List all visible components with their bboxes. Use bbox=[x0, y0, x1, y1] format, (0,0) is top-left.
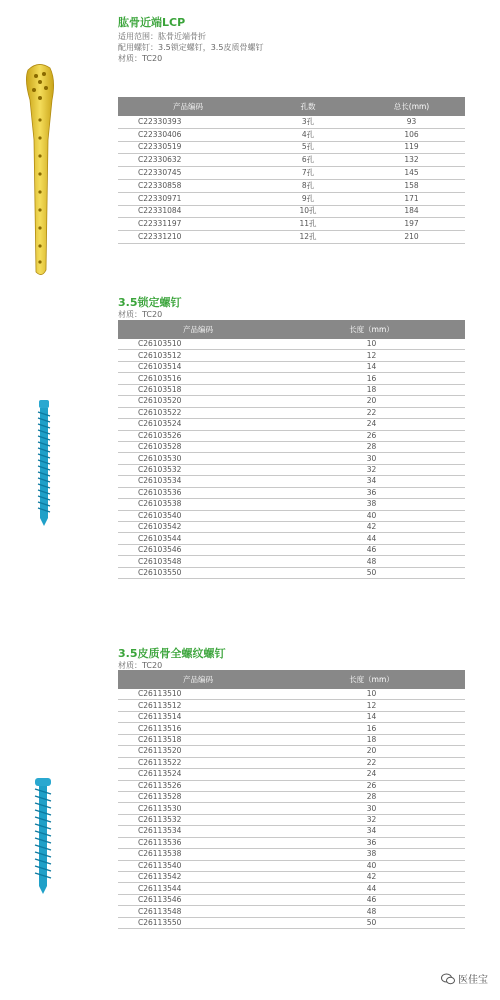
length-cell: 12 bbox=[278, 700, 465, 711]
product-code-cell: C26113532 bbox=[118, 814, 278, 825]
length-cell: 132 bbox=[358, 154, 465, 167]
length-cell: 119 bbox=[358, 141, 465, 154]
product-code-cell: C26113548 bbox=[118, 906, 278, 917]
length-cell: 50 bbox=[278, 567, 465, 578]
col-code: 产品编码 bbox=[118, 97, 258, 116]
length-cell: 197 bbox=[358, 218, 465, 231]
wechat-icon bbox=[441, 973, 455, 985]
product-code-cell: C26113520 bbox=[118, 746, 278, 757]
product-code-cell: C26113524 bbox=[118, 769, 278, 780]
product-code-cell: C26103538 bbox=[118, 499, 278, 510]
product-code-cell: C26113530 bbox=[118, 803, 278, 814]
product-code-cell: C26113510 bbox=[118, 689, 278, 700]
table-row bbox=[118, 384, 465, 395]
length-cell: 22 bbox=[278, 407, 465, 418]
length-cell: 38 bbox=[278, 849, 465, 860]
table-row bbox=[118, 826, 465, 837]
length-cell: 20 bbox=[278, 746, 465, 757]
product-code-cell: C26113546 bbox=[118, 894, 278, 905]
cortical-screw-table bbox=[118, 670, 465, 929]
length-cell: 30 bbox=[278, 453, 465, 464]
table-row bbox=[118, 231, 465, 244]
product-code-cell: C22331084 bbox=[118, 205, 258, 218]
length-cell: 158 bbox=[358, 179, 465, 192]
table-row bbox=[118, 883, 465, 894]
table-row bbox=[118, 453, 465, 464]
length-cell: 16 bbox=[278, 723, 465, 734]
locking-screw-material: 材质：TC20 bbox=[118, 310, 163, 319]
length-cell: 93 bbox=[358, 116, 465, 128]
length-cell: 10 bbox=[278, 339, 465, 350]
table-row bbox=[118, 849, 465, 860]
table-row bbox=[118, 917, 465, 928]
table-row bbox=[118, 860, 465, 871]
length-cell: 20 bbox=[278, 396, 465, 407]
product-code-cell: C26113550 bbox=[118, 917, 278, 928]
product-code-cell: C26103530 bbox=[118, 453, 278, 464]
product-code-cell: C26103540 bbox=[118, 510, 278, 521]
product-code-cell: C22331197 bbox=[118, 218, 258, 231]
holes-cell: 3孔 bbox=[258, 116, 358, 128]
holes-cell: 10孔 bbox=[258, 205, 358, 218]
length-cell: 12 bbox=[278, 350, 465, 361]
cortical-screw-material: 材质：TC20 bbox=[118, 661, 163, 670]
length-cell: 16 bbox=[278, 373, 465, 384]
table-row bbox=[118, 350, 465, 361]
length-cell: 42 bbox=[278, 522, 465, 533]
plate-material: 材质：TC20 bbox=[118, 54, 163, 63]
table-row bbox=[118, 723, 465, 734]
holes-cell: 6孔 bbox=[258, 154, 358, 167]
product-code-cell: C26103544 bbox=[118, 533, 278, 544]
table-row bbox=[118, 791, 465, 802]
product-code-cell: C26113534 bbox=[118, 826, 278, 837]
length-cell: 34 bbox=[278, 826, 465, 837]
product-code-cell: C22330519 bbox=[118, 141, 258, 154]
table-row bbox=[118, 167, 465, 180]
table-row bbox=[118, 476, 465, 487]
product-code-cell: C26113528 bbox=[118, 791, 278, 802]
holes-cell: 4孔 bbox=[258, 128, 358, 141]
length-cell: 106 bbox=[358, 128, 465, 141]
product-code-cell: C22331210 bbox=[118, 231, 258, 244]
table-row bbox=[118, 544, 465, 555]
product-code-cell: C26103542 bbox=[118, 522, 278, 533]
table-row bbox=[118, 154, 465, 167]
table-row bbox=[118, 441, 465, 452]
col-code: 产品编码 bbox=[118, 670, 278, 689]
table-row bbox=[118, 689, 465, 700]
table-row bbox=[118, 373, 465, 384]
product-code-cell: C26103548 bbox=[118, 556, 278, 567]
length-cell: 24 bbox=[278, 419, 465, 430]
product-code-cell: C22330971 bbox=[118, 192, 258, 205]
product-code-cell: C26113544 bbox=[118, 883, 278, 894]
product-code-cell: C26113540 bbox=[118, 860, 278, 871]
length-cell: 145 bbox=[358, 167, 465, 180]
length-cell: 28 bbox=[278, 441, 465, 452]
table-row bbox=[118, 419, 465, 430]
table-row bbox=[118, 116, 465, 128]
product-code-cell: C26103532 bbox=[118, 464, 278, 475]
holes-cell: 8孔 bbox=[258, 179, 358, 192]
length-cell: 50 bbox=[278, 917, 465, 928]
product-code-cell: C22330745 bbox=[118, 167, 258, 180]
table-row bbox=[118, 396, 465, 407]
length-cell: 46 bbox=[278, 544, 465, 555]
product-code-cell: C22330393 bbox=[118, 116, 258, 128]
cortical-screw-title: 3.5皮质骨全螺纹螺钉 bbox=[118, 647, 226, 660]
length-cell: 36 bbox=[278, 487, 465, 498]
product-code-cell: C26113512 bbox=[118, 700, 278, 711]
product-code-cell: C26103514 bbox=[118, 361, 278, 372]
length-cell: 32 bbox=[278, 814, 465, 825]
length-cell: 44 bbox=[278, 533, 465, 544]
table-row bbox=[118, 128, 465, 141]
length-cell: 32 bbox=[278, 464, 465, 475]
product-code-cell: C26103526 bbox=[118, 430, 278, 441]
length-cell: 40 bbox=[278, 510, 465, 521]
table-row bbox=[118, 567, 465, 578]
table-row bbox=[118, 872, 465, 883]
table-row bbox=[118, 522, 465, 533]
watermark bbox=[441, 971, 488, 986]
length-cell: 30 bbox=[278, 803, 465, 814]
length-cell: 36 bbox=[278, 837, 465, 848]
table-row bbox=[118, 487, 465, 498]
table-row bbox=[118, 769, 465, 780]
product-code-cell: C26103524 bbox=[118, 419, 278, 430]
length-cell: 18 bbox=[278, 734, 465, 745]
product-code-cell: C26113518 bbox=[118, 734, 278, 745]
plate-info bbox=[118, 31, 263, 64]
length-cell: 38 bbox=[278, 499, 465, 510]
locking-screw-image bbox=[36, 398, 52, 528]
table-row bbox=[118, 556, 465, 567]
plate-title: 肱骨近端LCP bbox=[118, 16, 186, 29]
product-code-cell: C26103546 bbox=[118, 544, 278, 555]
plate-screws: 配用螺钉：3.5锁定螺钉，3.5皮质骨螺钉 bbox=[118, 43, 264, 52]
length-cell: 26 bbox=[278, 780, 465, 791]
table-row bbox=[118, 179, 465, 192]
product-code-cell: C26103520 bbox=[118, 396, 278, 407]
product-code-cell: C26103534 bbox=[118, 476, 278, 487]
product-code-cell: C26103536 bbox=[118, 487, 278, 498]
length-cell: 18 bbox=[278, 384, 465, 395]
table-row bbox=[118, 757, 465, 768]
table-row bbox=[118, 814, 465, 825]
product-code-cell: C22330858 bbox=[118, 179, 258, 192]
length-cell: 184 bbox=[358, 205, 465, 218]
table-row bbox=[118, 407, 465, 418]
product-code-cell: C26113516 bbox=[118, 723, 278, 734]
col-length: 总长(mm) bbox=[358, 97, 465, 116]
table-row bbox=[118, 700, 465, 711]
product-code-cell: C22330632 bbox=[118, 154, 258, 167]
holes-cell: 11孔 bbox=[258, 218, 358, 231]
product-code-cell: C26103528 bbox=[118, 441, 278, 452]
table-row bbox=[118, 780, 465, 791]
table-row bbox=[118, 837, 465, 848]
length-cell: 171 bbox=[358, 192, 465, 205]
length-cell: 46 bbox=[278, 894, 465, 905]
product-code-cell: C26103510 bbox=[118, 339, 278, 350]
length-cell: 10 bbox=[278, 689, 465, 700]
product-code-cell: C26113536 bbox=[118, 837, 278, 848]
product-code-cell: C26113514 bbox=[118, 711, 278, 722]
length-cell: 34 bbox=[278, 476, 465, 487]
table-row bbox=[118, 499, 465, 510]
table-row bbox=[118, 803, 465, 814]
holes-cell: 9孔 bbox=[258, 192, 358, 205]
product-code-cell: C26113542 bbox=[118, 872, 278, 883]
product-code-cell: C26113538 bbox=[118, 849, 278, 860]
table-row bbox=[118, 464, 465, 475]
locking-screw-title: 3.5锁定螺钉 bbox=[118, 296, 182, 309]
table-row bbox=[118, 361, 465, 372]
cortical-screw-image bbox=[32, 776, 54, 896]
plate-table bbox=[118, 97, 465, 244]
length-cell: 48 bbox=[278, 556, 465, 567]
col-length: 长度（mm） bbox=[278, 320, 465, 339]
watermark-text: 医佳宝 bbox=[458, 975, 488, 986]
length-cell: 28 bbox=[278, 791, 465, 802]
table-row bbox=[118, 141, 465, 154]
length-cell: 26 bbox=[278, 430, 465, 441]
holes-cell: 7孔 bbox=[258, 167, 358, 180]
col-length: 长度（mm） bbox=[278, 670, 465, 689]
product-code-cell: C26103516 bbox=[118, 373, 278, 384]
table-row bbox=[118, 746, 465, 757]
length-cell: 40 bbox=[278, 860, 465, 871]
table-row bbox=[118, 510, 465, 521]
col-holes: 孔数 bbox=[258, 97, 358, 116]
table-row bbox=[118, 339, 465, 350]
table-row bbox=[118, 533, 465, 544]
table-row bbox=[118, 711, 465, 722]
product-code-cell: C26103550 bbox=[118, 567, 278, 578]
table-row bbox=[118, 894, 465, 905]
length-cell: 14 bbox=[278, 361, 465, 372]
length-cell: 210 bbox=[358, 231, 465, 244]
product-code-cell: C26103522 bbox=[118, 407, 278, 418]
col-code: 产品编码 bbox=[118, 320, 278, 339]
plate-indication: 适用范围：肱骨近端骨折 bbox=[118, 32, 206, 41]
lcp-plate-image bbox=[18, 60, 58, 280]
table-row bbox=[118, 906, 465, 917]
product-code-cell: C26113526 bbox=[118, 780, 278, 791]
table-row bbox=[118, 734, 465, 745]
table-row bbox=[118, 205, 465, 218]
product-code-cell: C26103512 bbox=[118, 350, 278, 361]
holes-cell: 5孔 bbox=[258, 141, 358, 154]
length-cell: 14 bbox=[278, 711, 465, 722]
length-cell: 44 bbox=[278, 883, 465, 894]
locking-screw-table bbox=[118, 320, 465, 579]
product-code-cell: C26103518 bbox=[118, 384, 278, 395]
length-cell: 22 bbox=[278, 757, 465, 768]
holes-cell: 12孔 bbox=[258, 231, 358, 244]
product-code-cell: C26113522 bbox=[118, 757, 278, 768]
table-row bbox=[118, 218, 465, 231]
table-row bbox=[118, 430, 465, 441]
product-code-cell: C22330406 bbox=[118, 128, 258, 141]
length-cell: 24 bbox=[278, 769, 465, 780]
length-cell: 48 bbox=[278, 906, 465, 917]
length-cell: 42 bbox=[278, 872, 465, 883]
table-row bbox=[118, 192, 465, 205]
